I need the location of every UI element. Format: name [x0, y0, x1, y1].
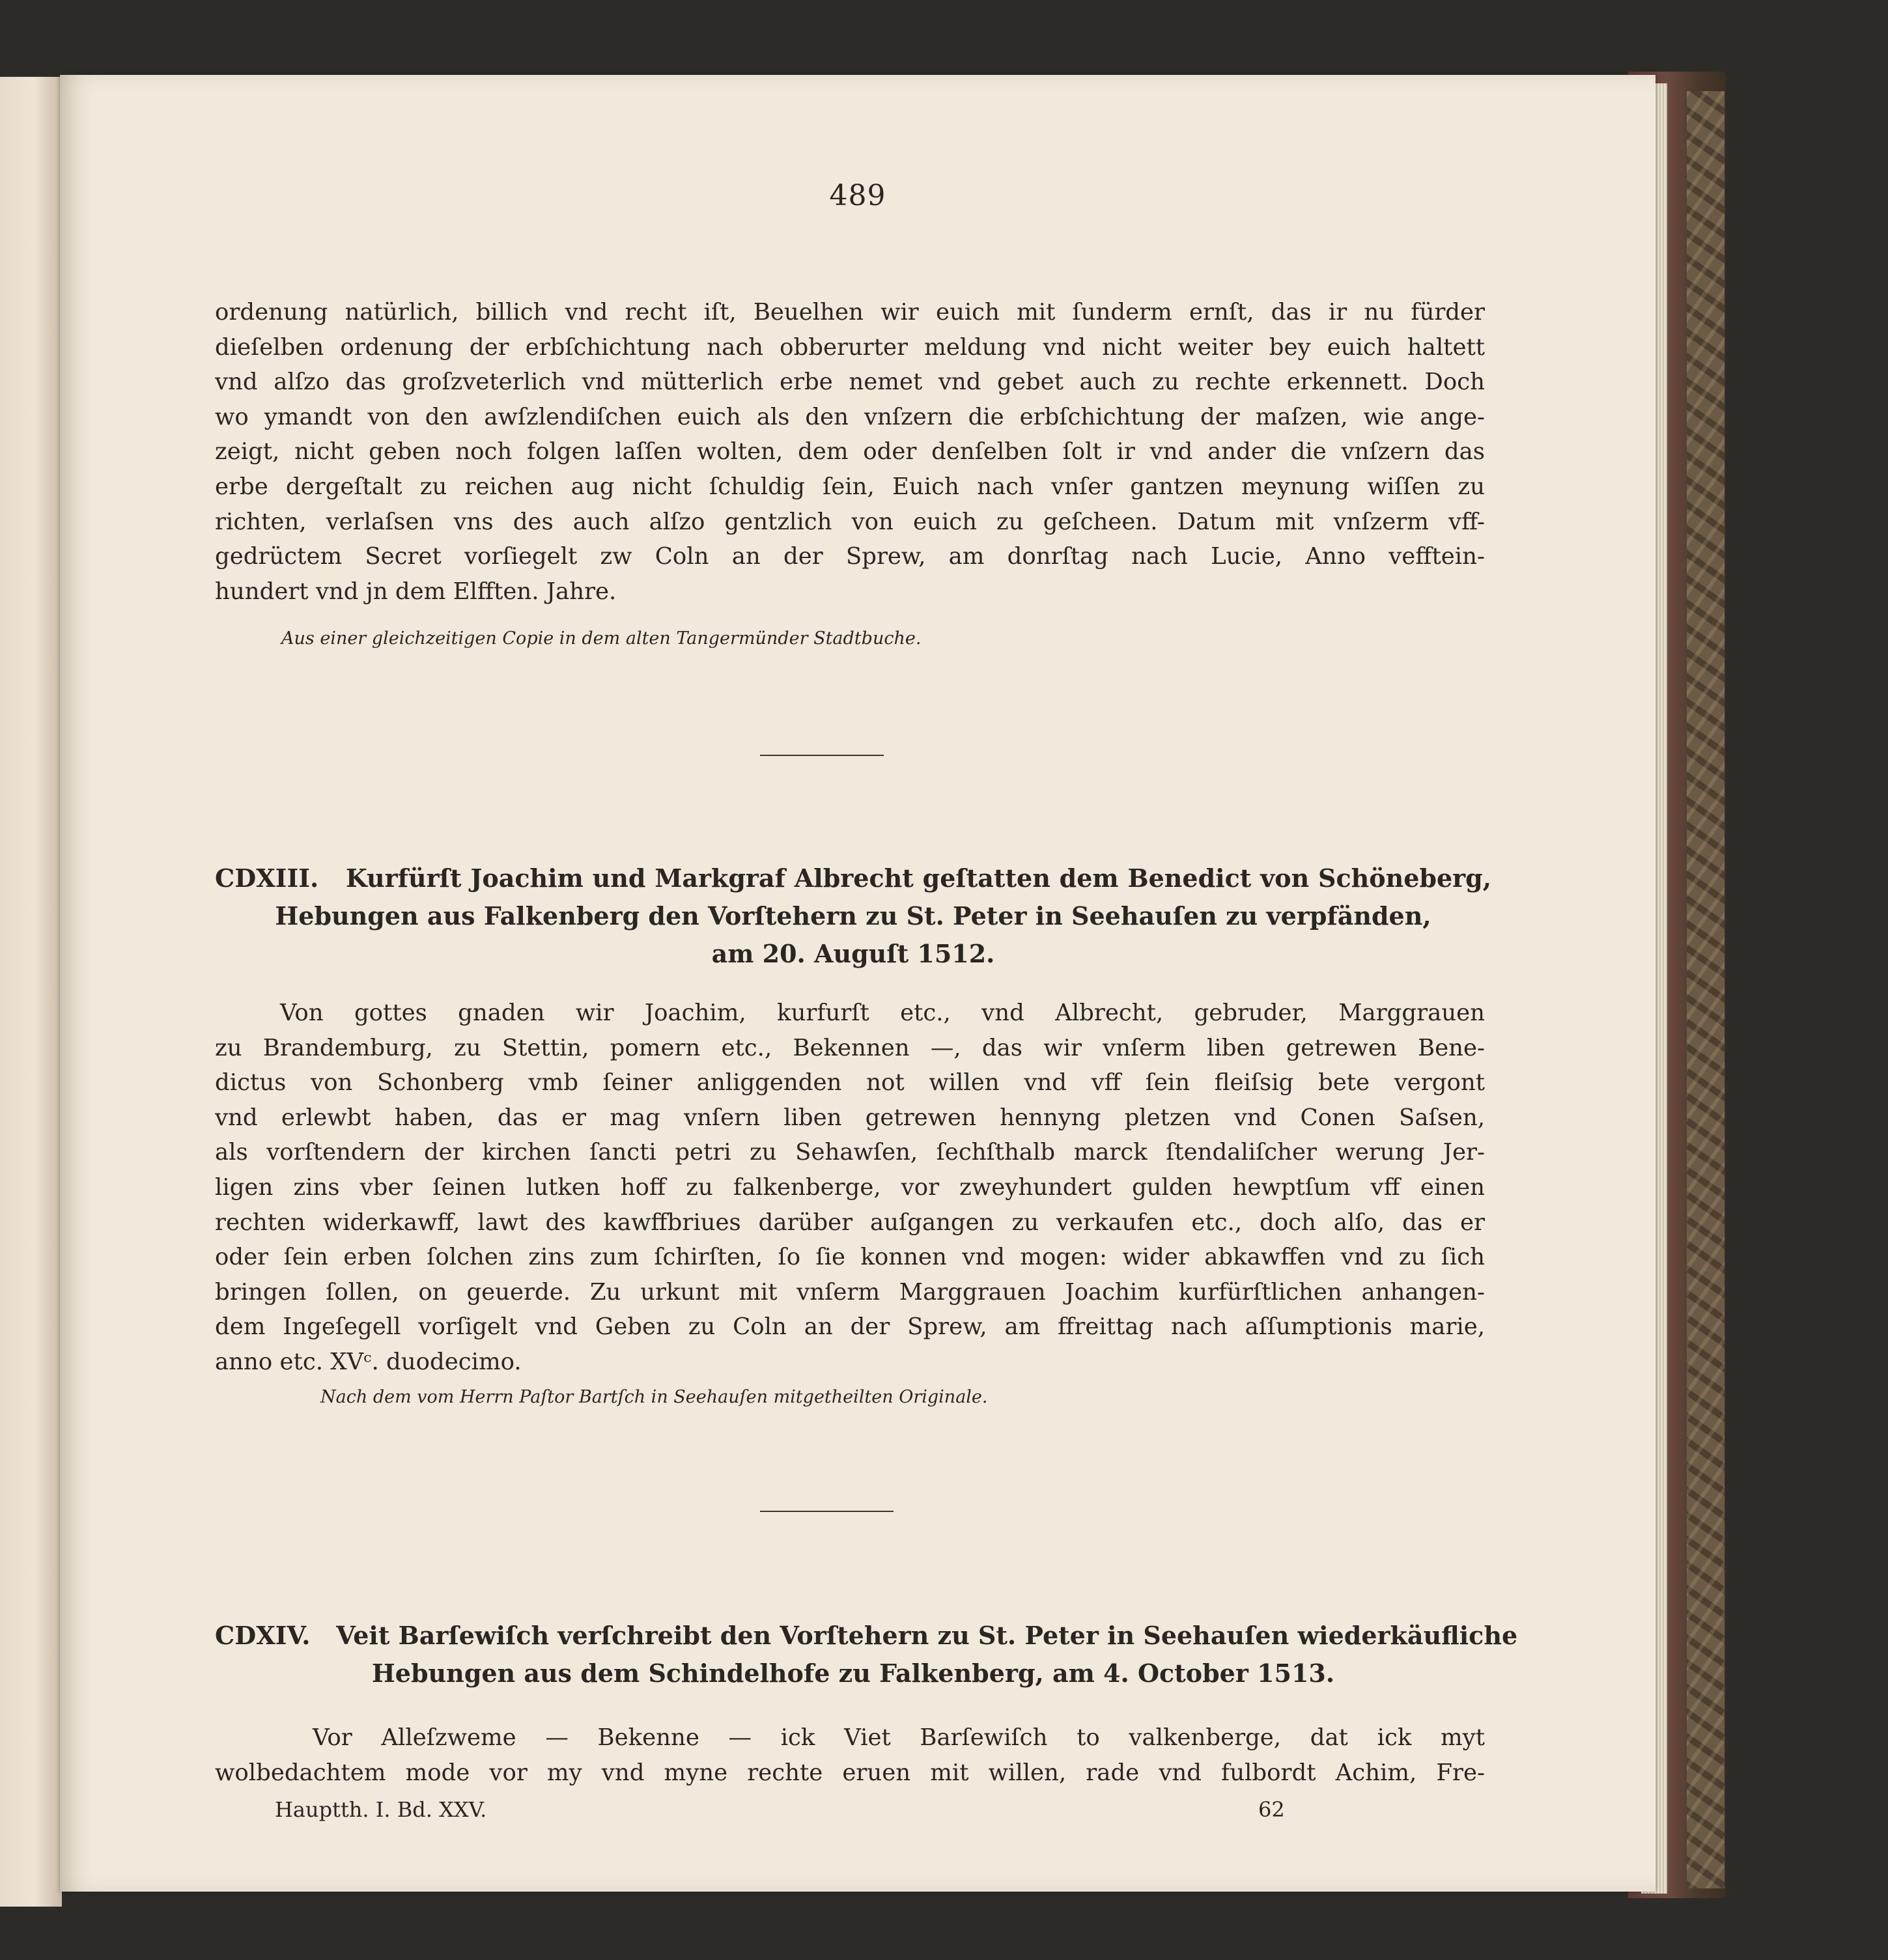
text-line: Vor Alleſzweme — Bekenne — ick Viet Barſewiſch to valkenberge, dat ick myt — [313, 1724, 1485, 1751]
heading-line — [215, 1617, 1518, 1655]
text-line: Von gottes gnaden wir Joachim, kurfurſt etc., vnd Albrecht, gebruder, Marggrauen — [280, 1000, 1485, 1026]
document-number: CDXIV. — [215, 1621, 311, 1650]
continuation-text — [215, 295, 1485, 609]
text-line: wolbedachtem mode vor my vnd myne rechte eruen mit willen, rade vnd fulbordt Achim, Fre- — [215, 1759, 1485, 1786]
text-line: erbe dergeſtalt zu reichen aug nicht ſchuldig ſein, Euich nach vnſer gantzen meynung wiſſen zu — [215, 473, 1485, 500]
text-line: gedrüctem Secret vorſiegelt zw Coln an der Sprew, am donrſtag nach Lucie, Anno vefftein- — [215, 543, 1485, 570]
document-body — [215, 1720, 1485, 1790]
text-line: vnd erlewbt haben, das er mag vnſern liben getrewen hennyng pletzen vnd Conen Saſsen, — [215, 1104, 1485, 1131]
book-page — [60, 75, 1656, 1892]
document-heading — [215, 1617, 1518, 1692]
heading-line: Hebungen aus Falkenberg den Vorſtehern zu St. Peter in Seehauſen zu verpfänden, — [275, 901, 1431, 931]
text-line: dieſelben ordenung der erbſchichtung nach obberurter meldung vnd nicht weiter bey euich haltett — [215, 333, 1485, 361]
text-line: wo ymandt von den awſzlendiſchen euich als den vnſzern die erbſchichtung der maſzen, wie ange- — [215, 403, 1485, 430]
text-line: richten, verlaſsen vns des auch alſzo gentzlich von euich zu geſcheen. Datum mit vnſzerm vff- — [215, 508, 1485, 535]
heading-line: Hebungen aus dem Schindelhofe zu Falkenberg, am 4. October 1513. — [371, 1659, 1335, 1688]
heading-line: am 20. Auguſt 1512. — [711, 939, 995, 968]
text-line: dem Ingeſegell vorſigelt vnd Geben zu Coln an der Sprew, am ffreittag nach aſſumptionis marie, — [215, 1313, 1485, 1341]
text-line: ligen zins vber ſeinen lutken hoff zu falkenberge, vor zweyhundert gulden hewptſum vff einen — [215, 1173, 1485, 1201]
heading-line — [215, 860, 1491, 897]
source-note: Nach dem vom Herrn Paſtor Bartſch in Seehauſen mitgetheilten Originale. — [320, 1387, 988, 1407]
text-line: zu Brandemburg, zu Stettin, pomern etc., Bekennen —, das wir vnſerm liben getrewen Bene- — [215, 1034, 1485, 1061]
text-line: anno etc. XVᶜ. duodecimo. — [215, 1348, 522, 1375]
text-line: vnd alſzo das groſzveterlich vnd mütterlich erbe nemet vnd gebet auch zu rechte erkennett. Doch — [215, 369, 1485, 396]
facing-page-edge — [0, 77, 62, 1907]
text-line: rechten widerkawff, lawt des kawffbriues darüber auſgangen zu verkaufen etc., doch alſo, das er — [215, 1209, 1485, 1236]
document-title: Kurfürſt Joachim und Markgraf Albrecht geſtatten dem Benedict von Schöneberg, — [345, 863, 1491, 893]
text-line: oder ſein erben ſolchen zins zum ſchirſten, ſo ſie konnen vnd mogen: wider abkawffen vnd zu ſich — [215, 1244, 1485, 1271]
document-title: Veit Barſewiſch verſchreibt den Vorſtehern zu St. Peter in Seehauſen wiederkäufliche — [336, 1621, 1518, 1650]
text-line: zeigt, nicht geben noch folgen laſſen wolten, dem oder denſelben ſolt ir vnd ander die vnſzern das — [215, 438, 1485, 466]
text-line: als vorſtendern der kirchen ſancti petri zu Sehawſen, ſechſthalb marck ſtendaliſcher werung Jer- — [215, 1139, 1485, 1166]
section-divider — [760, 1511, 894, 1512]
text-line: bringen ſollen, on geuerde. Zu urkunt mit vnſerm Marggrauen Joachim kurfürſtlichen anhangen- — [215, 1278, 1485, 1306]
section-divider — [760, 755, 884, 756]
document-heading — [215, 860, 1491, 973]
text-line: hundert vnd jn dem Elfften. Jahre. — [215, 578, 617, 605]
source-note: Aus einer gleichzeitigen Copie in dem alten Tangermünder Stadtbuche. — [281, 628, 922, 649]
text-line: dictus von Schonberg vmb ſeiner anliggenden not willen vnd vff ſein fleiſsig bete vergont — [215, 1069, 1485, 1097]
document-body — [215, 996, 1485, 1380]
page-number: 489 — [829, 179, 886, 212]
marbled-cover-edge — [1687, 91, 1725, 1888]
document-number: CDXIII. — [215, 863, 319, 893]
text-line: ordenung natürlich, billich vnd recht iſt, Beuelhen wir euich mit ſunderm ernſt, das ir nu fürder — [215, 299, 1485, 326]
sheet-signature: Hauptth. I. Bd. XXV. — [275, 1797, 487, 1822]
sheet-number: 62 — [1258, 1797, 1285, 1822]
